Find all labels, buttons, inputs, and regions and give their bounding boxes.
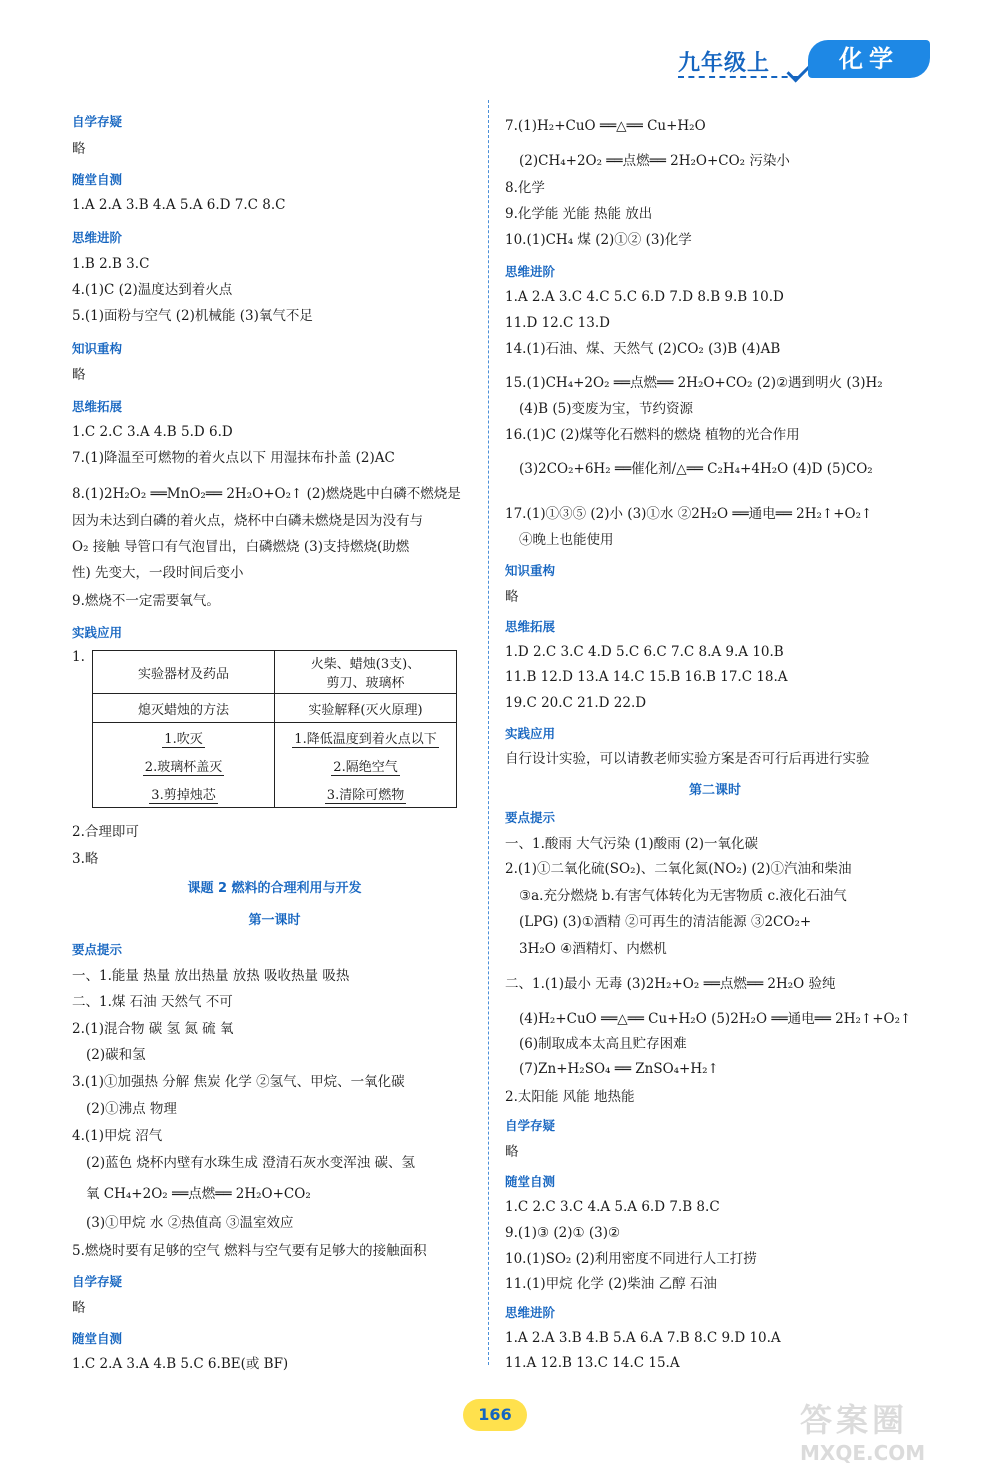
answer-line: 19.C 20.C 21.D 22.D	[505, 695, 647, 711]
answer-line: 1.C 2.C 3.C 4.A 5.A 6.D 7.B 8.C	[505, 1199, 720, 1215]
answer-line: 11.D 12.C 13.D	[505, 315, 610, 331]
answer-line: (7)Zn+H₂SO₄ ══ ZnSO₄+H₂↑	[519, 1061, 719, 1077]
answer-line: 9.化学能 光能 热能 放出	[505, 206, 653, 222]
answer-line: 10.(1)SO₂ (2)利用密度不同进行人工打捞	[505, 1251, 757, 1267]
answer-line: (2)CH₄+2O₂ ══点燃══ 2H₂O+CO₂ 污染小	[519, 153, 790, 169]
answer-line: (2)蓝色 烧杯内壁有水珠生成 澄清石灰水变浑浊 碳、氢	[86, 1155, 415, 1171]
answer-line: 2.合理即可	[72, 824, 139, 840]
answer-line: (6)制取成本太高且贮存困难	[519, 1036, 687, 1052]
answer-line: 5.燃烧时要有足够的空气 燃料与空气要有足够大的接触面积	[72, 1243, 427, 1259]
section-heading: 要点提示	[72, 942, 123, 957]
section-heading: 思维拓展	[505, 619, 556, 634]
answer-line: 因为未达到白磷的着火点，烧杯中白磷未燃烧是因为没有与	[72, 513, 423, 529]
answer-line: 11.A 12.B 13.C 14.C 15.A	[505, 1355, 680, 1371]
table-cell-text: 3.清除可燃物	[326, 787, 405, 803]
answer-line: 14.(1)石油、煤、天然气 (2)CO₂ (3)B (4)AB	[505, 341, 781, 357]
column-divider	[488, 100, 489, 1365]
section-heading: 自学存疑	[72, 114, 123, 129]
answer-line: 10.(1)CH₄ 煤 (2)①② (3)化学	[505, 232, 692, 248]
answer-line: 5.(1)面粉与空气 (2)机械能 (3)氧气不足	[72, 308, 313, 324]
answer-line: 1.D 2.C 3.C 4.D 5.C 6.C 7.C 8.A 9.A 10.B	[505, 644, 784, 660]
answer-line: 1.B 2.B 3.C	[72, 256, 150, 272]
answer-line: 4.(1)C (2)温度达到着火点	[72, 282, 233, 298]
table-cell-text: 2.隔绝空气	[333, 759, 398, 775]
section-heading: 思维进阶	[72, 230, 123, 245]
answer-line: 一、1.能量 热量 放出热量 放热 吸收热量 吸热	[72, 968, 350, 984]
answer-line: 1.C 2.C 3.A 4.B 5.D 6.D	[72, 424, 233, 440]
answer-line: 略	[72, 367, 86, 383]
watermark	[800, 1395, 970, 1465]
answer-line: 自行设计实验，可以请教老师实验方案是否可行后再进行实验	[505, 751, 870, 767]
table-cell: 实验器材及药品	[93, 651, 275, 694]
answer-line: (LPG) (3)①酒精 ②可再生的清洁能源 ③2CO₂+	[519, 914, 812, 930]
answer-line: 1.A 2.A 3.B 4.A 5.A 6.D 7.C 8.C	[72, 197, 286, 213]
section-heading: 随堂自测	[72, 1331, 123, 1346]
page-header	[640, 38, 930, 88]
table-cell	[275, 723, 457, 752]
checkmark-icon	[786, 58, 810, 82]
answer-line: 2.(1)①二氧化硫(SO₂)、二氧化氮(NO₂) (2)①汽油和柴油	[505, 861, 852, 877]
section-heading: 实践应用	[72, 625, 123, 640]
table-cell: 实验解释(灭火原理)	[275, 694, 457, 723]
page-number: 166	[463, 1399, 527, 1431]
answer-line: 8.化学	[505, 180, 545, 196]
answer-line: 16.(1)C (2)煤等化石燃料的燃烧 植物的光合作用	[505, 427, 800, 443]
answer-line: 3H₂O ④酒精灯、内燃机	[519, 941, 667, 957]
answer-line: 一、1.酸雨 大气污染 (1)酸雨 (2)一氧化碳	[505, 836, 758, 852]
answer-line: 氧 CH₄+2O₂ ══点燃══ 2H₂O+CO₂	[86, 1186, 311, 1202]
subject-badge: 化学	[808, 40, 930, 78]
answer-line: 11.B 12.D 13.A 14.C 15.B 16.B 17.C 18.A	[505, 669, 788, 685]
table-cell	[275, 779, 457, 808]
answer-line: (4)H₂+CuO ══△══ Cu+H₂O (5)2H₂O ══通电══ 2H₂↑+O₂↑	[519, 1011, 912, 1027]
table-cell	[93, 723, 275, 752]
table-cell	[93, 779, 275, 808]
topic-title: 课题 2 燃料的合理利用与开发	[187, 881, 362, 896]
section-heading: 思维进阶	[505, 264, 556, 279]
answer-line: (2)①沸点 物理	[86, 1101, 177, 1117]
section-heading: 知识重构	[505, 563, 556, 578]
answer-line: (3)①甲烷 水 ②热值高 ③温室效应	[86, 1215, 294, 1231]
answer-line: 9.燃烧不一定需要氧气。	[72, 593, 220, 609]
answer-line: 略	[505, 589, 519, 605]
table-cell	[275, 651, 457, 694]
answer-line: 略	[72, 1300, 86, 1316]
section-heading: 自学存疑	[505, 1118, 556, 1133]
answer-line: ④晚上也能使用	[519, 532, 614, 548]
table-cell-text: 3.剪掉烛芯	[151, 787, 216, 803]
watermark-logo: 答案圈	[800, 1401, 909, 1439]
answer-line: 性) 先变大，一段时间后变小	[72, 565, 244, 581]
answer-line: 略	[72, 141, 86, 157]
section-heading: 思维拓展	[72, 399, 123, 414]
grade-label: 九年级上	[678, 51, 771, 76]
answer-line: 17.(1)①③⑤ (2)小 (3)①水 ②2H₂O ══通电══ 2H₂↑+O₂↑	[505, 506, 873, 522]
answer-line: 二、1.煤 石油 天然气 不可	[72, 994, 233, 1010]
answer-line: 1.A 2.A 3.B 4.B 5.A 6.A 7.B 8.C 9.D 10.A	[505, 1330, 781, 1346]
answer-line: 9.(1)③ (2)① (3)②	[505, 1225, 621, 1241]
table-cell-text: 2.玻璃杯盖灭	[144, 759, 223, 775]
answer-line: 3.(1)①加强热 分解 焦炭 化学 ②氢气、甲烷、一氧化碳	[72, 1074, 405, 1090]
table-cell	[275, 751, 457, 779]
section-heading: 思维进阶	[505, 1305, 556, 1320]
table-cell-text: 1.降低温度到着火点以下	[294, 731, 437, 747]
answer-line: 7.(1)降温至可燃物的着火点以下 用湿抹布扑盖 (2)AC	[72, 450, 395, 466]
answer-line: 3.略	[72, 851, 99, 867]
section-heading: 知识重构	[72, 341, 123, 356]
lesson-title: 第二课时	[688, 783, 741, 798]
answer-line: ③a.充分燃烧 b.有害气体转化为无害物质 c.液化石油气	[519, 888, 847, 904]
answer-line: O₂ 接触 导管口有气泡冒出，白磷燃烧 (3)支持燃烧(助燃	[72, 539, 410, 555]
lesson-title: 第一课时	[248, 913, 301, 928]
section-heading: 实践应用	[505, 726, 556, 741]
table-cell-line: 剪刀、玻璃杯	[326, 676, 405, 691]
answer-line: 略	[505, 1144, 519, 1160]
answer-line: (4)B (5)变废为宝，节约资源	[519, 401, 693, 417]
experiment-table	[92, 650, 457, 808]
watermark-url: MXQE.COM	[800, 1441, 926, 1465]
answer-line: 2.太阳能 风能 地热能	[505, 1089, 635, 1105]
answer-line: 11.(1)甲烷 化学 (2)柴油 乙醇 石油	[505, 1276, 717, 1292]
table-cell-text: 1.吹灭	[164, 731, 203, 747]
section-heading: 随堂自测	[72, 172, 123, 187]
answer-line: (2)碳和氢	[86, 1047, 146, 1063]
table-cell	[93, 751, 275, 779]
section-heading: 随堂自测	[505, 1174, 556, 1189]
answer-line: 1.A 2.A 3.C 4.C 5.C 6.D 7.D 8.B 9.B 10.D	[505, 289, 784, 305]
answer-line: 2.(1)混合物 碳 氢 氮 硫 氧	[72, 1021, 234, 1037]
answer-line: 8.(1)2H₂O₂ ══MnO₂══ 2H₂O+O₂↑ (2)燃烧匙中白磷不燃烧是	[72, 486, 461, 502]
answer-line: 二、1.(1)最小 无毒 (3)2H₂+O₂ ══点燃══ 2H₂O 验纯	[505, 976, 836, 992]
section-heading: 自学存疑	[72, 1274, 123, 1289]
answer-line: 1.C 2.A 3.A 4.B 5.C 6.BE(或 BF)	[72, 1356, 289, 1372]
answer-line: 7.(1)H₂+CuO ══△══ Cu+H₂O	[505, 118, 706, 134]
table-cell-line: 火柴、蜡烛(3支)、	[310, 657, 421, 672]
section-heading: 要点提示	[505, 810, 556, 825]
answer-line: (3)2CO₂+6H₂ ══催化剂/△══ C₂H₄+4H₂O (4)D (5)CO₂	[519, 461, 873, 477]
answer-line: 4.(1)甲烷 沼气	[72, 1128, 163, 1144]
table-cell: 熄灭蜡烛的方法	[93, 694, 275, 723]
header-dashed-line	[678, 76, 798, 78]
answer-line: 15.(1)CH₄+2O₂ ══点燃══ 2H₂O+CO₂ (2)②遇到明火 (3)H₂	[505, 375, 883, 391]
table-number: 1.	[72, 649, 85, 665]
